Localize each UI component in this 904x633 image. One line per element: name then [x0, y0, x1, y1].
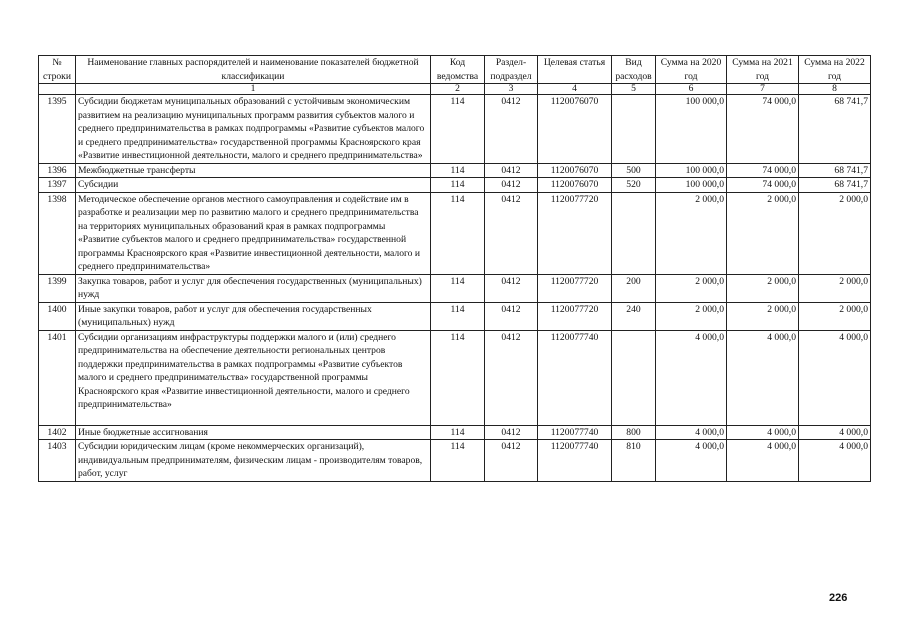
table-row [39, 440, 871, 482]
sum-2020: 2 000,0 [656, 192, 727, 274]
dept-code: 114 [431, 274, 485, 302]
header-section: Раздел-подраздел [485, 56, 538, 84]
table-row [39, 95, 871, 164]
row-number: 1395 [39, 95, 76, 164]
section-code: 0412 [485, 302, 538, 330]
section-code: 0412 [485, 95, 538, 164]
sum-2021: 4 000,0 [727, 440, 799, 482]
column-number: 4 [538, 84, 612, 95]
expense-kind [612, 192, 656, 274]
sum-2021: 2 000,0 [727, 192, 799, 274]
row-number: 1396 [39, 163, 76, 178]
target-article: 1120076070 [538, 95, 612, 164]
section-code: 0412 [485, 330, 538, 425]
section-code: 0412 [485, 425, 538, 440]
row-number: 1402 [39, 425, 76, 440]
table-row [39, 163, 871, 178]
expense-kind [612, 95, 656, 164]
header-name: Наименование главных распорядителей и наименование показателей бюджетной классификации [76, 56, 431, 84]
dept-code: 114 [431, 178, 485, 193]
column-number: 5 [612, 84, 656, 95]
table-row [39, 178, 871, 193]
section-code: 0412 [485, 440, 538, 482]
expense-kind: 500 [612, 163, 656, 178]
sum-2020: 100 000,0 [656, 178, 727, 193]
target-article: 1120076070 [538, 178, 612, 193]
sum-2020: 4 000,0 [656, 425, 727, 440]
row-name: Методическое обеспечение органов местного самоуправления и содействие им в разработке и реализации мер по развитию малого и среднего предпринимательства на территориях муниципальных образований края в рамках подпрограммы «Развитие субъектов малого и среднего предпринимательства» государственной программы Красноярского края «Развитие инвестиционной деятельности, малого и среднего предпринимательства» [76, 192, 431, 274]
section-code: 0412 [485, 178, 538, 193]
table-row [39, 274, 871, 302]
sum-2020: 100 000,0 [656, 163, 727, 178]
target-article: 1120077720 [538, 192, 612, 274]
row-name: Иные бюджетные ассигнования [76, 425, 431, 440]
page-number: 226 [829, 592, 848, 604]
sum-2021: 74 000,0 [727, 163, 799, 178]
row-name: Межбюджетные трансферты [76, 163, 431, 178]
column-number-row [39, 84, 871, 95]
sum-2020: 2 000,0 [656, 302, 727, 330]
sum-2022: 68 741,7 [799, 178, 871, 193]
sum-2022: 2 000,0 [799, 274, 871, 302]
row-number: 1403 [39, 440, 76, 482]
section-code: 0412 [485, 192, 538, 274]
sum-2022: 4 000,0 [799, 440, 871, 482]
sum-2020: 4 000,0 [656, 330, 727, 425]
sum-2022: 68 741,7 [799, 95, 871, 164]
row-number: 1399 [39, 274, 76, 302]
row-number: 1400 [39, 302, 76, 330]
header-dept-code: Код ведомства [431, 56, 485, 84]
row-number: 1397 [39, 178, 76, 193]
header-sum-2020: Сумма на 2020 год [656, 56, 727, 84]
budget-table [38, 55, 871, 482]
expense-kind [612, 330, 656, 425]
sum-2021: 2 000,0 [727, 302, 799, 330]
section-code: 0412 [485, 163, 538, 178]
target-article: 1120077720 [538, 274, 612, 302]
row-name: Субсидии юридическим лицам (кроме некоммерческих организаций), индивидуальным предпринимателям, физическим лицам - производителям товаров, работ, услуг [76, 440, 431, 482]
sum-2022: 68 741,7 [799, 163, 871, 178]
target-article: 1120077720 [538, 302, 612, 330]
dept-code: 114 [431, 440, 485, 482]
row-name: Субсидии организациям инфраструктуры поддержки малого и (или) среднего предпринимательства на обеспечение деятельности региональных центров поддержки предпринимательства в рамках подпрограммы «Развитие субъектов малого и среднего предпринимательства» государственной программы Красноярского края «Развитие инвестиционной деятельности, малого и среднего предпринимательства» [76, 330, 431, 425]
table-row [39, 425, 871, 440]
sum-2021: 74 000,0 [727, 95, 799, 164]
target-article: 1120077740 [538, 330, 612, 425]
sum-2020: 100 000,0 [656, 95, 727, 164]
section-code: 0412 [485, 274, 538, 302]
sum-2022: 2 000,0 [799, 302, 871, 330]
target-article: 1120077740 [538, 440, 612, 482]
target-article: 1120077740 [538, 425, 612, 440]
header-row [39, 56, 871, 84]
sum-2022: 4 000,0 [799, 330, 871, 425]
column-number [39, 84, 76, 95]
table-row [39, 192, 871, 274]
table-row [39, 302, 871, 330]
sum-2021: 4 000,0 [727, 425, 799, 440]
dept-code: 114 [431, 302, 485, 330]
column-number: 6 [656, 84, 727, 95]
column-number: 2 [431, 84, 485, 95]
row-name: Закупка товаров, работ и услуг для обеспечения государственных (муниципальных) нужд [76, 274, 431, 302]
expense-kind: 200 [612, 274, 656, 302]
header-sum-2022: Сумма на 2022 год [799, 56, 871, 84]
header-sum-2021: Сумма на 2021 год [727, 56, 799, 84]
dept-code: 114 [431, 330, 485, 425]
column-number: 7 [727, 84, 799, 95]
sum-2022: 2 000,0 [799, 192, 871, 274]
column-number: 8 [799, 84, 871, 95]
header-expense-kind: Вид расходов [612, 56, 656, 84]
row-number: 1401 [39, 330, 76, 425]
dept-code: 114 [431, 192, 485, 274]
column-number: 1 [76, 84, 431, 95]
sum-2020: 4 000,0 [656, 440, 727, 482]
dept-code: 114 [431, 163, 485, 178]
target-article: 1120076070 [538, 163, 612, 178]
table-row [39, 330, 871, 425]
header-row-number: № строки [39, 56, 76, 84]
sum-2022: 4 000,0 [799, 425, 871, 440]
row-name: Иные закупки товаров, работ и услуг для обеспечения государственных (муниципальных) нужд [76, 302, 431, 330]
expense-kind: 240 [612, 302, 656, 330]
column-number: 3 [485, 84, 538, 95]
row-name: Субсидии бюджетам муниципальных образований с устойчивым экономическим развитием на реализацию муниципальных программ развития субъектов малого и среднего предпринимательства в рамках подпрограммы «Развитие субъектов малого и среднего предпринимательства» государственной программы Красноярского края «Развитие инвестиционной деятельности, малого и среднего предпринимательства» [76, 95, 431, 164]
sum-2021: 2 000,0 [727, 274, 799, 302]
dept-code: 114 [431, 425, 485, 440]
sum-2021: 4 000,0 [727, 330, 799, 425]
row-name: Субсидии [76, 178, 431, 193]
expense-kind: 520 [612, 178, 656, 193]
sum-2021: 74 000,0 [727, 178, 799, 193]
expense-kind: 800 [612, 425, 656, 440]
dept-code: 114 [431, 95, 485, 164]
row-number: 1398 [39, 192, 76, 274]
sum-2020: 2 000,0 [656, 274, 727, 302]
expense-kind: 810 [612, 440, 656, 482]
header-target-article: Целевая статья [538, 56, 612, 84]
